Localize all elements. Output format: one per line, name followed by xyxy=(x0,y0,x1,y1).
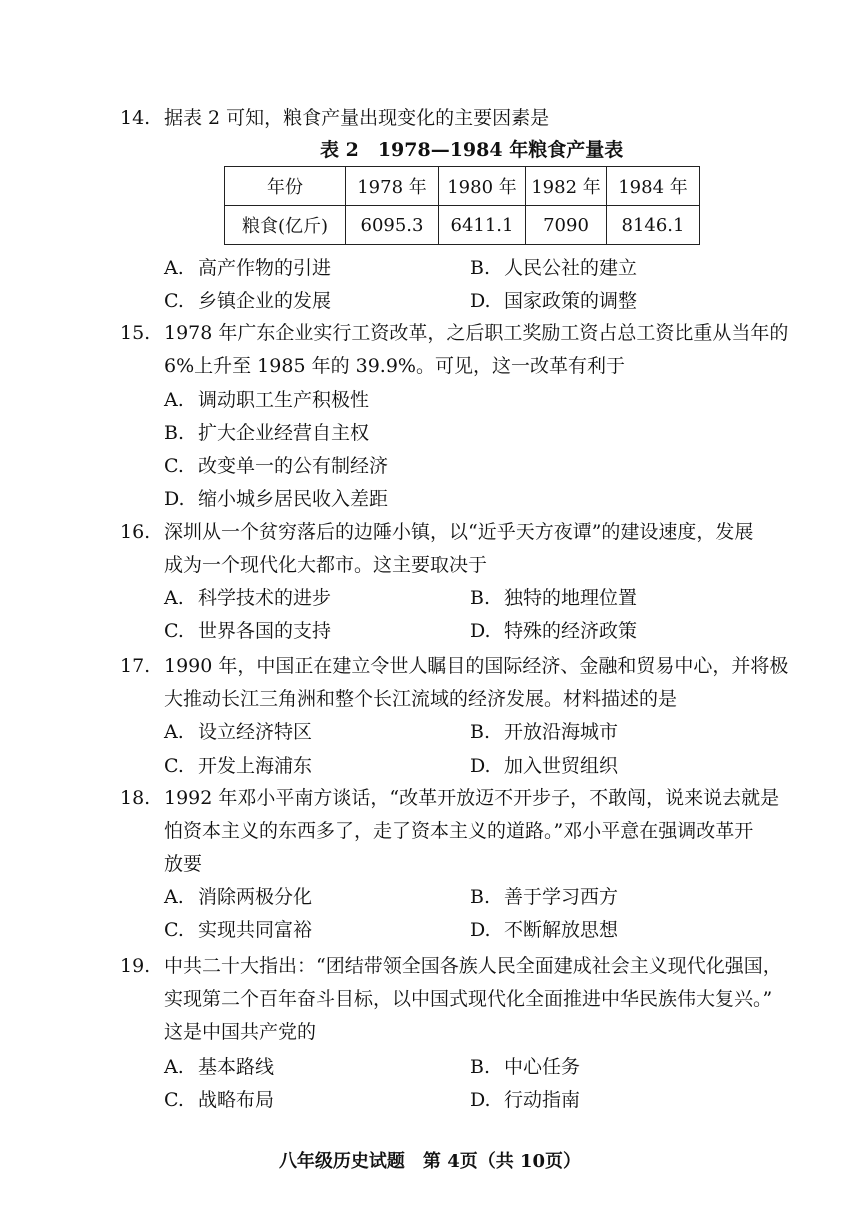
table-header-row xyxy=(225,167,700,206)
option-letter: D. xyxy=(470,755,491,777)
option-text: 缩小城乡居民收入差距 xyxy=(198,488,389,510)
stem-text: 据表 2 可知，粮食产量出现变化的主要因素是 xyxy=(164,107,550,129)
option-text: 调动职工生产积极性 xyxy=(198,389,370,411)
option-c[interactable] xyxy=(164,1084,274,1116)
option-letter: B. xyxy=(470,257,491,279)
table-cell: 6095.3 xyxy=(346,206,439,245)
option-text: 行动指南 xyxy=(504,1089,581,1111)
option-text: 设立经济特区 xyxy=(198,721,313,743)
option-c[interactable] xyxy=(164,914,312,946)
table-cell: 8146.1 xyxy=(607,206,700,245)
option-b[interactable] xyxy=(470,1051,580,1083)
question-stem xyxy=(120,650,788,682)
question-stem xyxy=(120,516,753,548)
option-text: 改变单一的公有制经济 xyxy=(198,455,389,477)
option-text: 善于学习西方 xyxy=(504,886,619,908)
option-letter: B. xyxy=(470,1056,491,1078)
option-b[interactable] xyxy=(470,881,618,913)
question-stem xyxy=(120,950,782,982)
question-stem xyxy=(120,782,779,814)
option-c[interactable] xyxy=(164,615,331,647)
option-letter: A. xyxy=(164,886,184,908)
option-a[interactable] xyxy=(164,716,312,748)
option-a[interactable] xyxy=(164,1051,274,1083)
option-text: 开发上海浦东 xyxy=(198,755,313,777)
option-b[interactable] xyxy=(470,252,637,284)
option-letter: A. xyxy=(164,389,184,411)
option-text: 国家政策的调整 xyxy=(504,290,638,312)
option-letter: C. xyxy=(164,620,184,642)
stem-text: 成为一个现代化大都市。这主要取决于 xyxy=(164,554,488,576)
option-letter: C. xyxy=(164,455,184,477)
stem-text: 实现第二个百年奋斗目标，以中国式现代化全面推进中华民族伟大复兴。” xyxy=(164,988,773,1010)
option-b[interactable] xyxy=(164,417,369,449)
table-cell: 6411.1 xyxy=(439,206,526,245)
option-letter: C. xyxy=(164,1089,184,1111)
option-c[interactable] xyxy=(164,285,331,317)
option-letter: B. xyxy=(470,587,491,609)
option-text: 科学技术的进步 xyxy=(198,587,332,609)
option-d[interactable] xyxy=(470,914,618,946)
option-letter: C. xyxy=(164,755,184,777)
option-letter: D. xyxy=(470,919,491,941)
option-letter: A. xyxy=(164,721,184,743)
question-number: 18. xyxy=(120,787,151,809)
option-b[interactable] xyxy=(470,716,618,748)
question-stem xyxy=(120,102,549,134)
question-stem xyxy=(120,317,788,349)
option-a[interactable] xyxy=(164,582,331,614)
table-header-cell: 年份 xyxy=(225,167,346,206)
stem-text: 1992 年邓小平南方谈话，“改革开放迈不开步子，不敢闯，说来说去就是 xyxy=(164,787,780,809)
stem-text: 怕资本主义的东西多了，走了资本主义的道路。”邓小平意在强调改革开 xyxy=(164,820,754,842)
option-text: 基本路线 xyxy=(198,1056,275,1078)
option-c[interactable] xyxy=(164,450,388,482)
table-caption: 表 2 1978—1984 年粮食产量表 xyxy=(320,139,624,161)
option-text: 独特的地理位置 xyxy=(504,587,638,609)
question-number: 15. xyxy=(120,322,151,344)
option-text: 高产作物的引进 xyxy=(198,257,332,279)
option-b[interactable] xyxy=(470,582,637,614)
option-text: 世界各国的支持 xyxy=(198,620,332,642)
option-text: 消除两极分化 xyxy=(198,886,313,908)
option-d[interactable] xyxy=(470,1084,580,1116)
option-text: 开放沿海城市 xyxy=(504,721,619,743)
option-text: 扩大企业经营自主权 xyxy=(198,422,370,444)
option-letter: C. xyxy=(164,290,184,312)
option-text: 不断解放思想 xyxy=(504,919,619,941)
option-d[interactable] xyxy=(164,483,388,515)
option-letter: B. xyxy=(470,886,491,908)
option-a[interactable] xyxy=(164,252,331,284)
option-text: 加入世贸组织 xyxy=(504,755,619,777)
table-header-cell: 1982 年 xyxy=(526,167,607,206)
option-a[interactable] xyxy=(164,384,369,416)
question-number: 17. xyxy=(120,655,151,677)
option-letter: D. xyxy=(470,290,491,312)
option-text: 特殊的经济政策 xyxy=(504,620,638,642)
option-letter: A. xyxy=(164,1056,184,1078)
option-letter: B. xyxy=(470,721,491,743)
table-cell: 7090 xyxy=(526,206,607,245)
stem-text: 这是中国共产党的 xyxy=(164,1021,317,1043)
option-letter: B. xyxy=(164,422,185,444)
option-letter: D. xyxy=(470,620,491,642)
table-cell: 粮食(亿斤) xyxy=(225,206,346,245)
option-letter: A. xyxy=(164,257,184,279)
table-row xyxy=(225,206,700,245)
option-text: 实现共同富裕 xyxy=(198,919,313,941)
question-number: 16. xyxy=(120,521,151,543)
option-c[interactable] xyxy=(164,750,312,782)
stem-text: 大推动长江三角洲和整个长江流域的经济发展。材料描述的是 xyxy=(164,688,678,710)
option-text: 乡镇企业的发展 xyxy=(198,290,332,312)
page-footer: 八年级历史试题 第 4页（共 10页） xyxy=(278,1151,582,1172)
grain-output-table xyxy=(224,166,700,245)
stem-text: 1978 年广东企业实行工资改革，之后职工奖励工资占总工资比重从当年的 xyxy=(164,322,789,344)
option-text: 战略布局 xyxy=(198,1089,275,1111)
option-d[interactable] xyxy=(470,285,637,317)
option-d[interactable] xyxy=(470,615,637,647)
table-header-cell: 1980 年 xyxy=(439,167,526,206)
stem-text: 深圳从一个贫穷落后的边陲小镇，以“近乎天方夜谭”的建设速度，发展 xyxy=(164,521,754,543)
option-text: 人民公社的建立 xyxy=(504,257,638,279)
stem-text: 放要 xyxy=(164,853,203,875)
stem-text: 中共二十大指出：“团结带领全国各族人民全面建成社会主义现代化强国， xyxy=(164,955,782,977)
option-a[interactable] xyxy=(164,881,312,913)
table-header-cell: 1984 年 xyxy=(607,167,700,206)
stem-text: 1990 年，中国正在建立令世人瞩目的国际经济、金融和贸易中心，并将极 xyxy=(164,655,789,677)
stem-text: 6%上升至 1985 年的 39.9%。可见，这一改革有利于 xyxy=(164,355,625,377)
option-letter: C. xyxy=(164,919,184,941)
question-number: 14. xyxy=(120,107,151,129)
option-text: 中心任务 xyxy=(504,1056,581,1078)
option-d[interactable] xyxy=(470,750,618,782)
option-letter: D. xyxy=(164,488,185,510)
option-letter: D. xyxy=(470,1089,491,1111)
table-header-cell: 1978 年 xyxy=(346,167,439,206)
question-number: 19. xyxy=(120,955,151,977)
option-letter: A. xyxy=(164,587,184,609)
